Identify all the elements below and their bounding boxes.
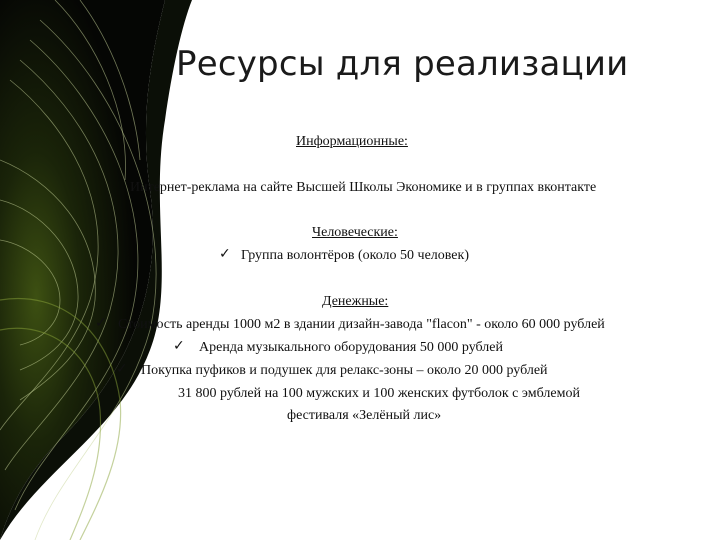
info-item: Интернет-реклама на сайте Высшей Школы Экономике и в группах вконтакте <box>130 180 597 195</box>
money-item-tshirts-continued: фестиваля «Зелёный лис» <box>287 408 442 423</box>
human-heading: Человеческие: <box>312 225 398 240</box>
money-item-tshirts: 31 800 рублей на 100 мужских и 100 женских футболок с эмблемой <box>178 386 580 401</box>
checkmark-icon: ✓ <box>173 338 185 354</box>
info-heading: Информационные: <box>296 134 408 149</box>
checkmark-icon: ✓ <box>219 246 231 262</box>
money-heading: Денежные: <box>322 294 389 309</box>
money-item-equipment: Аренда музыкального оборудования 50 000 рублей <box>199 340 503 355</box>
human-item: Группа волонтёров (около 50 человек) <box>241 248 469 263</box>
money-item-poufs: Покупка пуфиков и подушек для релакс-зоны – около 20 000 рублей <box>141 363 548 378</box>
money-item-rent: Стоимость аренды 1000 м2 в здании дизайн-завода "flacon" - около 60 000 рублей <box>118 317 605 332</box>
checkmark-icon: ✓ <box>95 315 107 331</box>
checkmark-icon: ✓ <box>116 361 128 377</box>
slide-title: Ресурсы для реализации <box>176 44 629 84</box>
